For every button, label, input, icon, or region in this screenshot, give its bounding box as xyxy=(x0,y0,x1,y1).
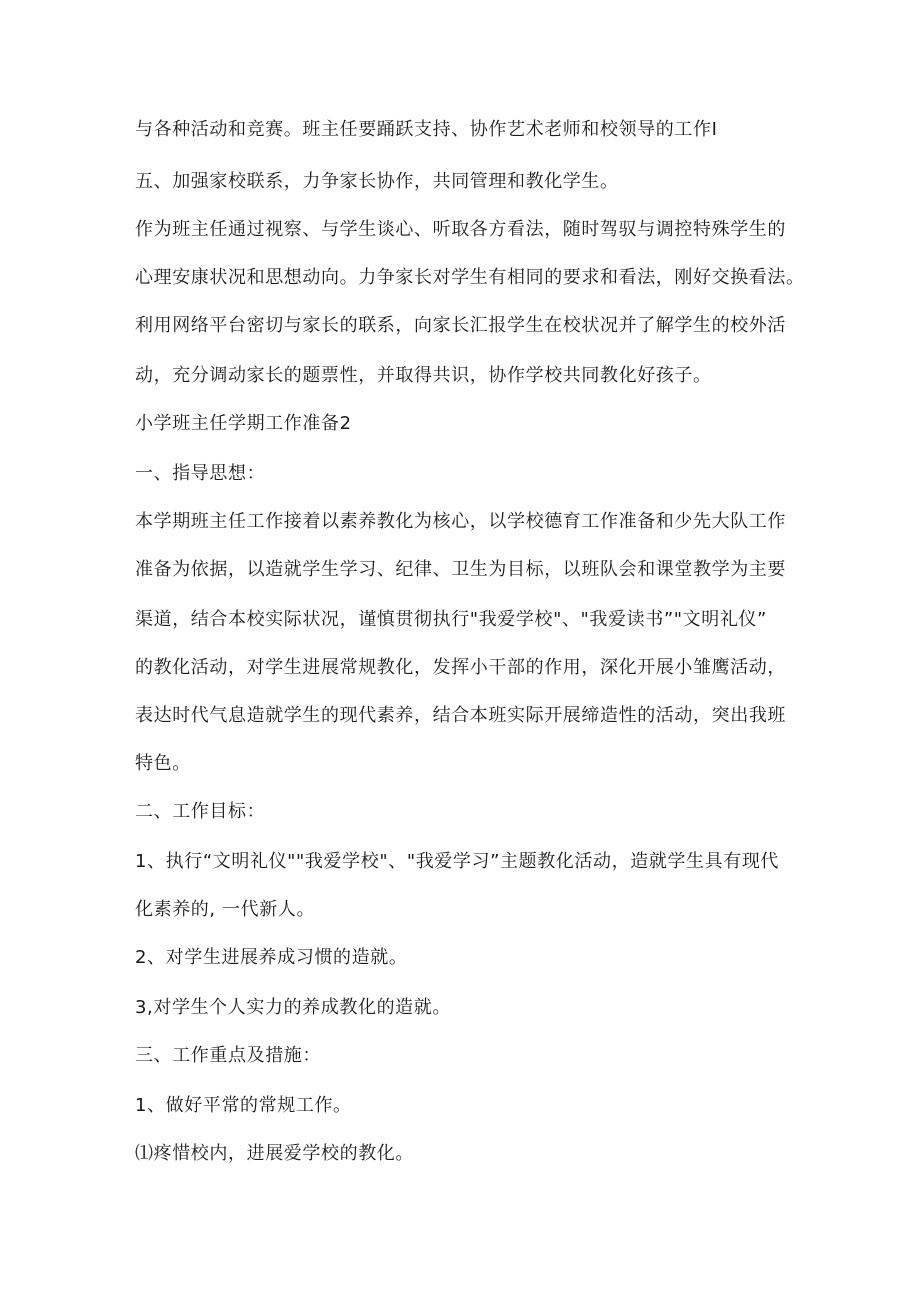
text-line: 动，充分调动家长的题票性，并取得共识，协作学校共同教化好孩子。 xyxy=(135,365,712,386)
document-title: 小学班主任学期工作准备2 xyxy=(135,413,352,434)
text-line: 心理安康状况和思想动向。力争家长对学生有相同的要求和看法，刚好交换看法。 xyxy=(135,267,805,288)
text-line: 的教化活动，对学生进展常规教化，发挥小干部的作用，深化开展小雏鹰活动， xyxy=(135,657,786,678)
section-heading-three: 三、工作重点及措施： xyxy=(135,1045,321,1066)
text-line: 作为班主任通过视察、与学生谈心、听取各方看法，随时驾驭与调控特殊学生的 xyxy=(135,219,786,240)
list-item: 3,对学生个人实力的养成教化的造就。 xyxy=(135,997,451,1018)
list-item: ⑴疼惜校内，进展爱学校的教化。 xyxy=(135,1143,414,1164)
list-item: 2、对学生进展养成习惯的造就。 xyxy=(135,947,408,968)
text-line: 与各种活动和竞赛。班主任要踊跃支持、协作艺术老师和校领导的工作I xyxy=(135,119,718,140)
text-line: 准备为依据，以造就学生学习、纪律、卫生为目标，以班队会和课堂教学为主要 xyxy=(135,559,786,580)
section-heading-one: 一、指导思想： xyxy=(135,463,266,484)
text-line: 渠道，结合本校实际状况，谨慎贯彻执行"我爱学校"、"我爱读书”"文明礼仪” xyxy=(135,609,767,630)
text-line: 化素养的, 一代新人。 xyxy=(135,899,316,920)
text-line: 利用网络平台密切与家长的联系，向家长汇报学生在校状况并了解学生的校外活 xyxy=(135,315,786,336)
section-heading-two: 二、工作目标： xyxy=(135,801,266,822)
text-line: 特色。 xyxy=(135,753,191,774)
text-line: 表达时代气息造就学生的现代素养，结合本班实际开展缔造性的活动，突出我班 xyxy=(135,705,786,726)
list-item: 1、做好平常的常规工作。 xyxy=(135,1095,352,1116)
section-heading-five: 五、加强家校联系，力争家长协作，共同管理和教化学生。 xyxy=(135,171,619,192)
list-item: 1、执行“文明礼仪""我爱学校"、"我爱学习”主题教化活动，造就学生具有现代 xyxy=(135,851,780,872)
text-line: 本学期班主任工作接着以素养教化为核心，以学校德育工作准备和少先大队工作 xyxy=(135,511,786,532)
